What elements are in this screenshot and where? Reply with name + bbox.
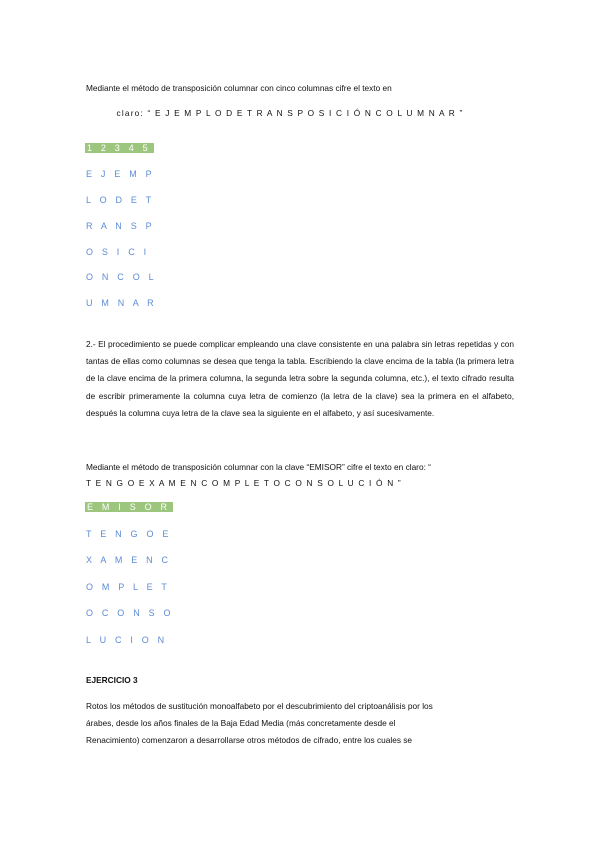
section2-grid-row: X A M E N C bbox=[86, 555, 172, 565]
section3-heading: EJERCICIO 3 bbox=[86, 675, 138, 685]
section1-intro: Mediante el método de transposición columnar con cinco columnas cifre el texto en bbox=[86, 83, 392, 93]
section2-plaintext: T E N G O E X A M E N C O M P L E T O C O N S O L U C I Ó N ” bbox=[86, 478, 402, 488]
section1-grid-row: L O D E T bbox=[86, 195, 155, 205]
section1-grid-row: E J E M P bbox=[86, 169, 155, 179]
section3-paragraph-line: Renacimiento) comenzaron a desarrollarse otros métodos de cifrado, entre los cuales se bbox=[86, 735, 413, 745]
section2-paragraph: 2.- El procedimiento se puede complicar empleando una clave consistente en una palabra sin letras repetidas y con tantas de ellas como columnas se desea que tenga la tabla. Escribiendo la clave encima de la tabla (la primera letra de la clave encima de la primera columna, la segunda letra sobre la segunda columna, etc.), el texto cifrado resulta de escribir primeramente la columna cuya letra de comienzo (la letra de la clave) sea la primera en el alfabeto, después la columna cuya letra de la clave sea la siguiente en el alfabeto, y así sucesivamente. bbox=[86, 339, 514, 418]
section3-paragraph-line: Rotos los métodos de sustitución monoalfabeto por el descubrimiento del criptoanálisis por los bbox=[86, 701, 433, 711]
section3-paragraph-line: árabes, desde los años finales de la Baja Edad Media (más concretamente desde el bbox=[86, 718, 396, 728]
section1-grid-header: 1 2 3 4 5 bbox=[85, 143, 154, 153]
section2-grid-row: T E N G O E bbox=[86, 529, 172, 539]
section2-grid-row: L U C I O N bbox=[86, 635, 168, 645]
section2-grid-header: E M I S O R bbox=[85, 502, 173, 512]
section2-grid-row: O M P L E T bbox=[86, 582, 171, 592]
section1-plaintext: claro: “ E J E M P L O D E T R A N S P O S I C I Ó N C O L U M N A R ” bbox=[116, 108, 464, 118]
section1-grid-row: O S I C I bbox=[86, 247, 150, 257]
section2-grid-row: O C O N S O bbox=[86, 608, 174, 618]
section2-intro: Mediante el método de transposición columnar con la clave “EMISOR” cifre el texto en claro: “ bbox=[86, 462, 431, 472]
section1-grid-row: U M N A R bbox=[86, 298, 157, 308]
section1-grid-row: O N C O L bbox=[86, 272, 157, 282]
section1-grid-row: R A N S P bbox=[86, 221, 155, 231]
